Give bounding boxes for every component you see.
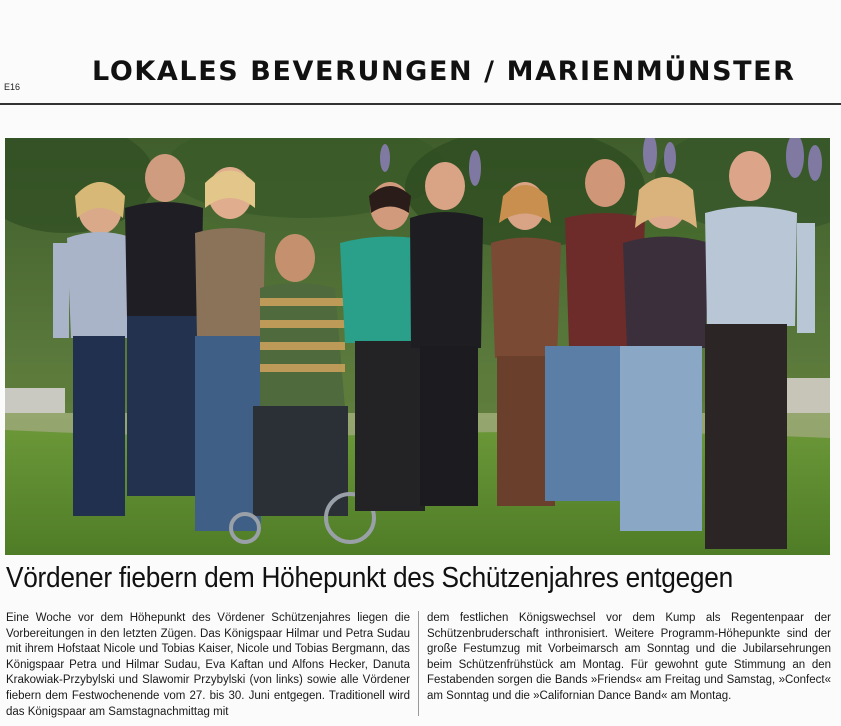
column-divider bbox=[418, 611, 419, 716]
article-column-left: Eine Woche vor dem Höhepunkt des Vördener Schützenjahres liegen die Vorbereitungen in den letzten Zügen. Das Königspaar Hilmar und Petra Sudau mit ihrem Hofstaat Nicole und Tobias Kaiser, Nicole und Tobias Bergmann, das Königspaar Petra und Hilmar Sudau, Eva Kaftan und Alfons Hecker, Danuta Krakowiak-Przybylski und Slawomir Przybylski (von links) sowie alle Vördener fiebern dem Festwochenende vom 27. bis 30. Juni entgegen. Traditionell wird das Königspaar am Samstagnachmittag mit bbox=[6, 612, 410, 718]
header-rule bbox=[0, 103, 841, 105]
article-headline: Vördener fiebern dem Höhepunkt des Schützenjahres entgegen bbox=[6, 562, 733, 594]
article-column-right: dem festlichen Königswechsel vor dem Kump als Regentenpaar der Schützenbruderschaft inthronisiert. Weitere Programm-Höhepunkte sind der große Festumzug mit Vorbeimarsch am Sonntag und die Jubilarsehrungen beim Schützenfrühstück am Montag. Für gewohnt gute Stimmung an den Festabenden sorgen die Bands »Friends« am Freitag und Samstag, »Confect« am Sonntag und die »Californian Dance Band« am Montag. bbox=[427, 612, 831, 702]
group-photo bbox=[5, 138, 830, 555]
section-title: LOKALES BEVERUNGEN / MARIENMÜNSTER bbox=[92, 56, 796, 87]
group-photo-illustration bbox=[5, 138, 830, 555]
page-number: E16 bbox=[4, 82, 21, 92]
